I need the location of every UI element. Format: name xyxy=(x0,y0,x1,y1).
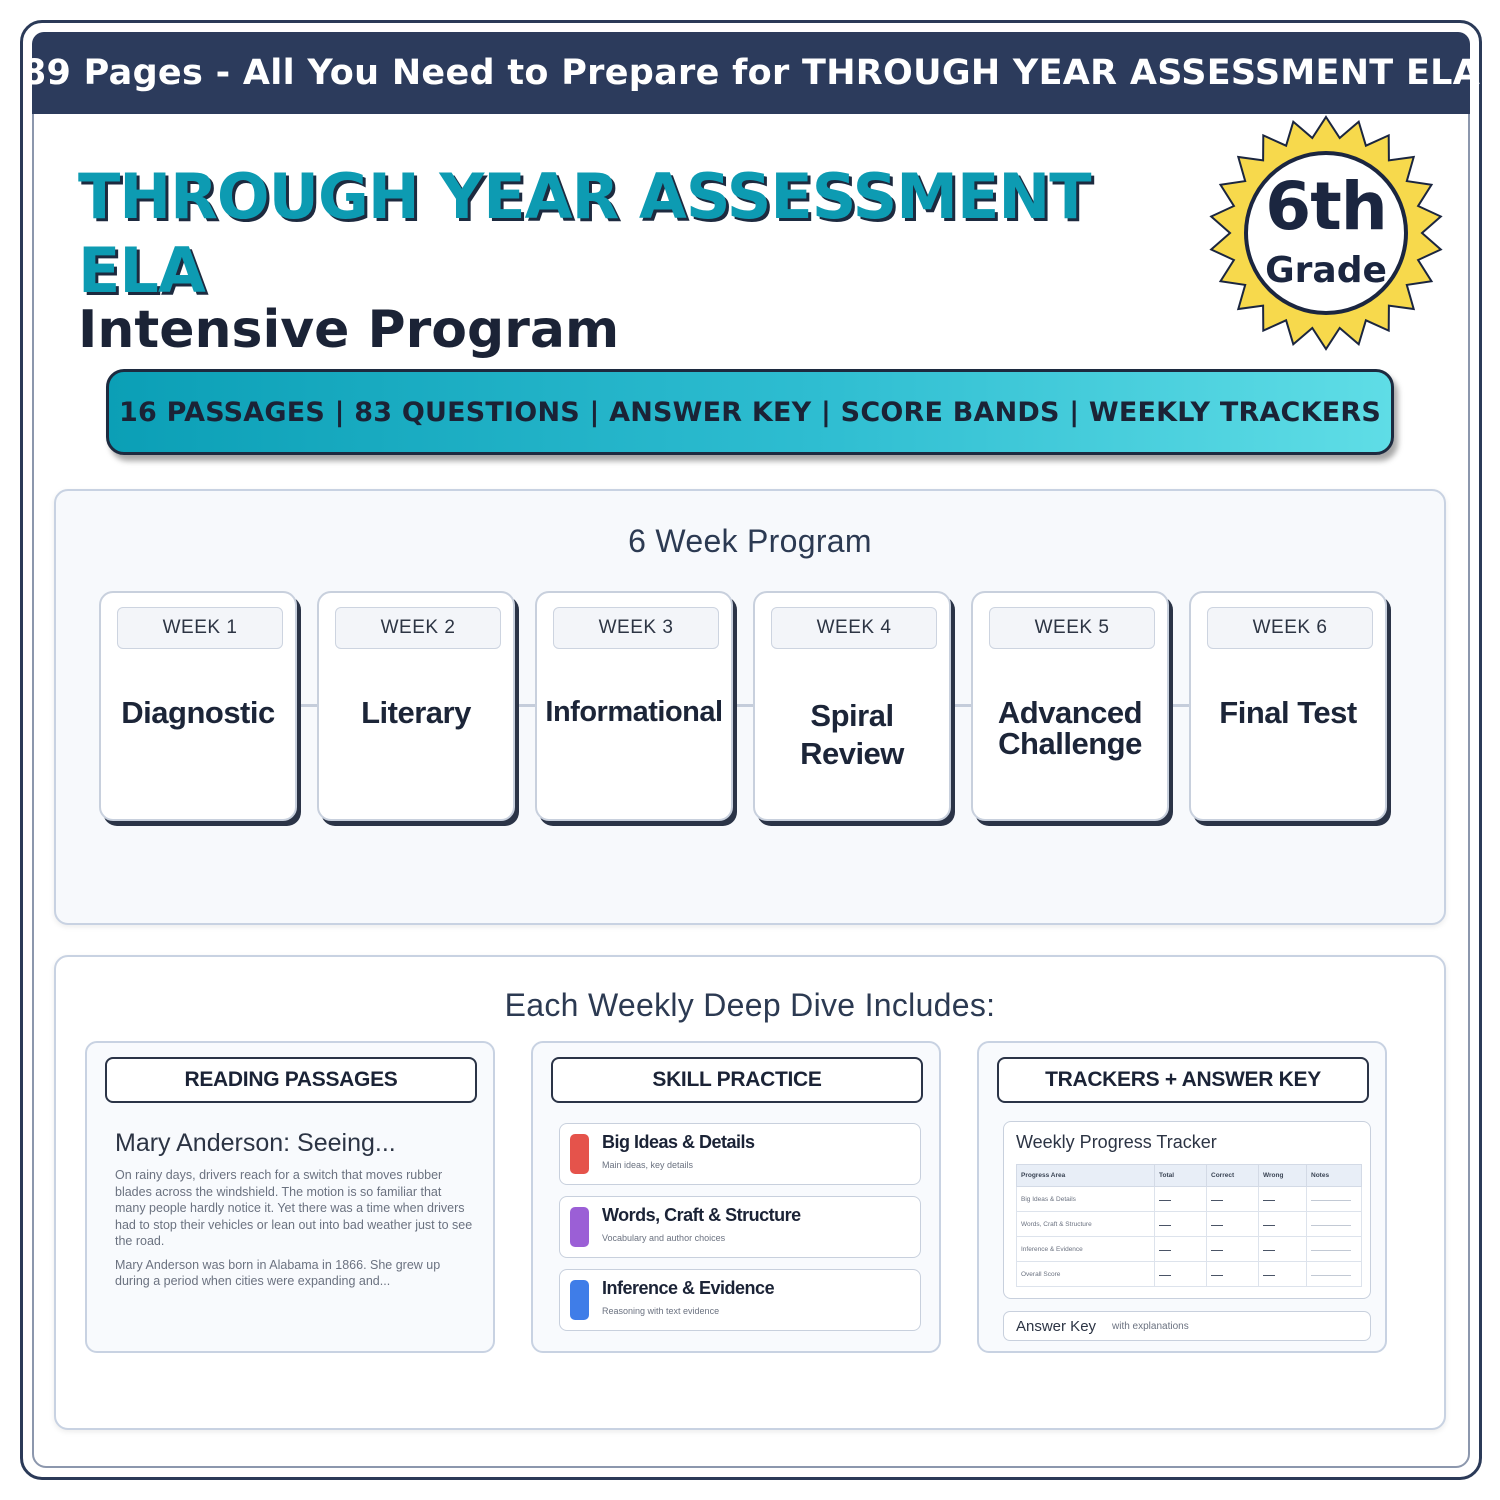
trackers-header: TRACKERS + ANSWER KEY xyxy=(997,1057,1369,1103)
table-cell xyxy=(1259,1237,1307,1262)
week-tag: WEEK 3 xyxy=(553,607,719,649)
table-row xyxy=(1017,1237,1362,1262)
week-tag: WEEK 1 xyxy=(117,607,283,649)
week-card-4 xyxy=(753,591,951,821)
week-card-6 xyxy=(1189,591,1387,821)
week-connector xyxy=(515,704,535,707)
week-name: Diagnostic xyxy=(121,695,275,730)
table-cell xyxy=(1307,1262,1362,1287)
skill-title: Inference & Evidence xyxy=(602,1278,775,1298)
week-card-1 xyxy=(99,591,297,821)
week-card-5 xyxy=(971,591,1169,821)
table-cell xyxy=(1207,1212,1259,1237)
tracker-table xyxy=(1016,1164,1362,1287)
answer-key-label: Answer Key xyxy=(1016,1318,1097,1335)
title-line-1: THROUGH YEAR ASSESSMENT xyxy=(78,160,1091,233)
week-name: Informational xyxy=(545,696,723,728)
table-cell xyxy=(1307,1212,1362,1237)
skill-header: SKILL PRACTICE xyxy=(551,1057,923,1103)
table-cell xyxy=(1307,1237,1362,1262)
passage-paragraph: On rainy days, drivers reach for a switch that moves rubber blades across the windshield. The motion is so familiar that many people hardly notice it. Yet there was a time when drivers had to stop their vehicles or lean out into bad weather just to see the road. xyxy=(115,1168,473,1248)
skill-subtitle: Vocabulary and author choices xyxy=(602,1233,726,1243)
table-header-cell: Total xyxy=(1155,1165,1207,1187)
top-banner xyxy=(21,32,1481,114)
week-tag: WEEK 6 xyxy=(1207,607,1373,649)
table-row xyxy=(1017,1187,1362,1212)
table-cell xyxy=(1155,1262,1207,1287)
week-tag: WEEK 2 xyxy=(335,607,501,649)
table-header-cell: Progress Area xyxy=(1017,1165,1155,1187)
table-cell xyxy=(1259,1262,1307,1287)
tracker-title: Weekly Progress Tracker xyxy=(1016,1132,1217,1152)
skill-subtitle: Reasoning with text evidence xyxy=(602,1306,720,1316)
skill-color-bar xyxy=(570,1280,589,1320)
week-name: Spiral Review xyxy=(800,698,904,771)
badge-grade-number: 6th xyxy=(1265,168,1387,245)
table-cell xyxy=(1207,1187,1259,1212)
table-row xyxy=(1017,1262,1362,1287)
features-text: 16 PASSAGES | 83 QUESTIONS | ANSWER KEY | SCORE BANDS | WEEKLY TRACKERS xyxy=(119,396,1381,428)
skill-item xyxy=(559,1196,921,1258)
answer-key-box xyxy=(1003,1311,1371,1341)
week-name: Literary xyxy=(361,695,471,730)
skill-practice-card xyxy=(531,1041,941,1353)
subtitle: Intensive Program xyxy=(78,300,620,360)
week-name: Advanced Challenge xyxy=(997,695,1143,761)
week-card-2 xyxy=(317,591,515,821)
week-tag: WEEK 4 xyxy=(771,607,937,649)
trackers-card xyxy=(977,1041,1387,1353)
week-connector xyxy=(297,704,317,707)
week-name: Final Test xyxy=(1219,695,1357,730)
title-line-2: ELA xyxy=(78,234,205,307)
table-row xyxy=(1017,1212,1362,1237)
program-heading: 6 Week Program xyxy=(628,523,872,559)
progress-tracker xyxy=(1003,1121,1371,1299)
answer-key-subtitle: with explanations xyxy=(1112,1321,1189,1332)
reading-header: READING PASSAGES xyxy=(105,1057,477,1103)
badge-grade-label: Grade xyxy=(1265,250,1387,291)
table-cell xyxy=(1259,1187,1307,1212)
table-header-cell: Wrong xyxy=(1259,1165,1307,1187)
table-cell xyxy=(1207,1237,1259,1262)
table-cell xyxy=(1307,1187,1362,1212)
reading-passages-card xyxy=(85,1041,495,1353)
passage-text xyxy=(115,1167,475,1297)
skill-item xyxy=(559,1269,921,1331)
table-header-cell: Correct xyxy=(1207,1165,1259,1187)
skill-title: Words, Craft & Structure xyxy=(602,1205,801,1225)
skill-color-bar xyxy=(570,1207,589,1247)
week-card-3 xyxy=(535,591,733,821)
week-tag: WEEK 5 xyxy=(989,607,1155,649)
features-pill xyxy=(106,369,1394,455)
table-cell xyxy=(1155,1187,1207,1212)
main-title xyxy=(78,160,1178,308)
table-header-cell: Notes xyxy=(1307,1165,1362,1187)
table-cell xyxy=(1155,1212,1207,1237)
week-connector xyxy=(951,704,971,707)
table-cell: Overall Score xyxy=(1017,1262,1155,1287)
table-header-row xyxy=(1017,1165,1362,1187)
week-connector xyxy=(1169,704,1189,707)
table-cell: Words, Craft & Structure xyxy=(1017,1212,1155,1237)
banner-text: 89 Pages - All You Need to Prepare for THROUGH YEAR ASSESSMENT ELA xyxy=(21,53,1481,93)
skill-subtitle: Main ideas, key details xyxy=(602,1160,694,1170)
skill-color-bar xyxy=(570,1134,589,1174)
table-cell xyxy=(1259,1212,1307,1237)
table-cell xyxy=(1155,1237,1207,1262)
table-cell: Inference & Evidence xyxy=(1017,1237,1155,1262)
week-connector xyxy=(733,704,753,707)
passage-paragraph: Mary Anderson was born in Alabama in 1866. She grew up during a period when cities were expanding and... xyxy=(115,1257,441,1288)
deep-dive-heading: Each Weekly Deep Dive Includes: xyxy=(504,987,996,1023)
skill-title: Big Ideas & Details xyxy=(602,1132,755,1152)
table-cell xyxy=(1207,1262,1259,1287)
table-cell: Big Ideas & Details xyxy=(1017,1187,1155,1212)
passage-title: Mary Anderson: Seeing... xyxy=(115,1129,396,1157)
skill-item xyxy=(559,1123,921,1185)
